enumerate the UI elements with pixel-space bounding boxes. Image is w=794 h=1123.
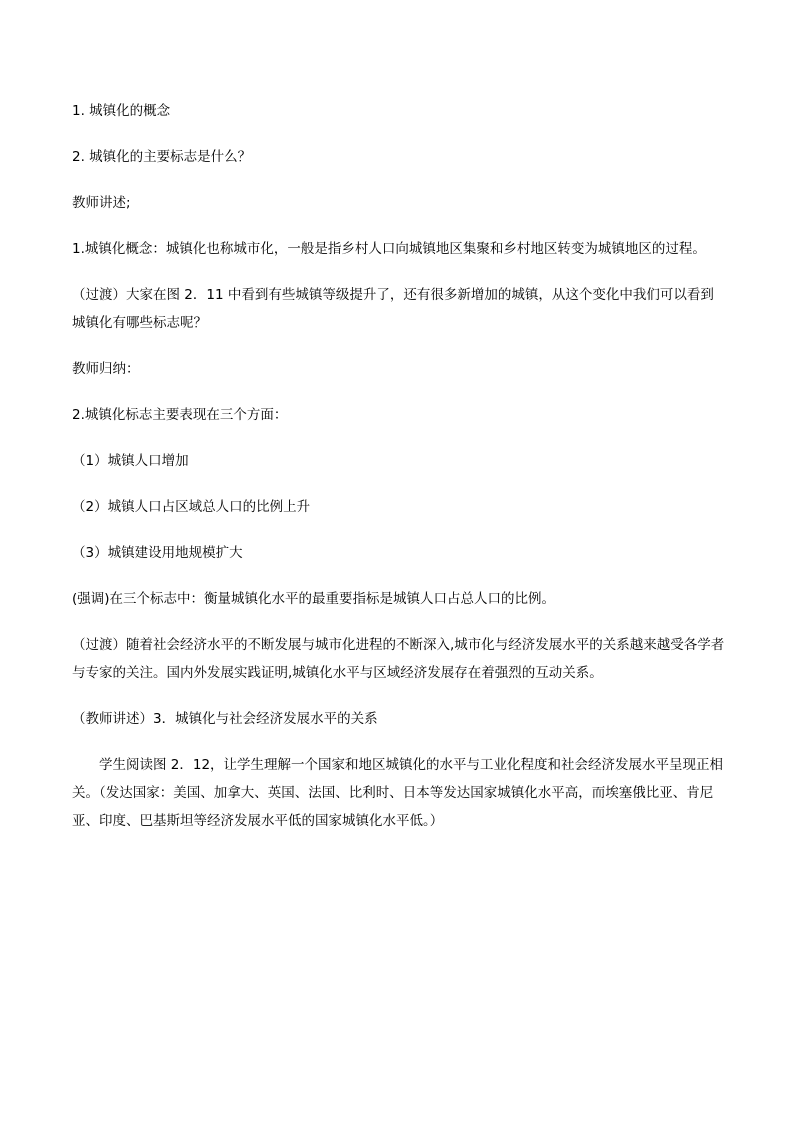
transition-paragraph-1: （过渡）大家在图 2．11 中看到有些城镇等级提升了，还有很多新增加的城镇，从这个变化中我们可以看到城镇化有哪些标志呢？: [72, 287, 714, 331]
signs-intro-paragraph: 2.城镇化标志主要表现在三个方面：: [72, 407, 288, 423]
emphasis-paragraph: (强调)在三个标志中：衡量城镇化水平的最重要指标是城镇人口占总人口的比例。: [72, 591, 556, 607]
list-item-3: （3）城镇建设用地规模扩大: [72, 545, 243, 561]
teacher-lecture-label: 教师讲述;: [72, 195, 131, 211]
relationship-heading: （教师讲述）3．城镇化与社会经济发展水平的关系: [72, 711, 378, 727]
student-reading-paragraph: 学生阅读图 2．12，让学生理解一个国家和地区城镇化的水平与工业化程度和社会经济发展水平呈现正相关。（发达国家：美国、加拿大、英国、法国、比利时、日本等发达国家城镇化水平高，而埃塞俄比亚、肯尼亚、印度、巴基斯坦等经济发展水平低的国家城镇化水平低。）: [72, 757, 724, 829]
heading-main-signs: 2. 城镇化的主要标志是什么？: [72, 149, 252, 165]
list-item-2: （2）城镇人口占区域总人口的比例上升: [72, 499, 311, 515]
transition-paragraph-2: （过渡）随着社会经济水平的不断发展与城市化进程的不断深入,城市化与经济发展水平的关系越来越受各学者与专家的关注。国内外发展实践证明,城镇化水平与区域经济发展存在着强烈的互动关系。: [72, 637, 725, 681]
teacher-summary-label: 教师归纳：: [72, 361, 140, 377]
document-body: [72, 97, 727, 853]
list-item-1: （1）城镇人口增加: [72, 453, 189, 469]
heading-concept: 1. 城镇化的概念: [72, 103, 171, 119]
urbanization-concept-paragraph: 1.城镇化概念：城镇化也称城市化，一般是指乡村人口向城镇地区集聚和乡村地区转变为城镇地区的过程。: [72, 241, 706, 257]
